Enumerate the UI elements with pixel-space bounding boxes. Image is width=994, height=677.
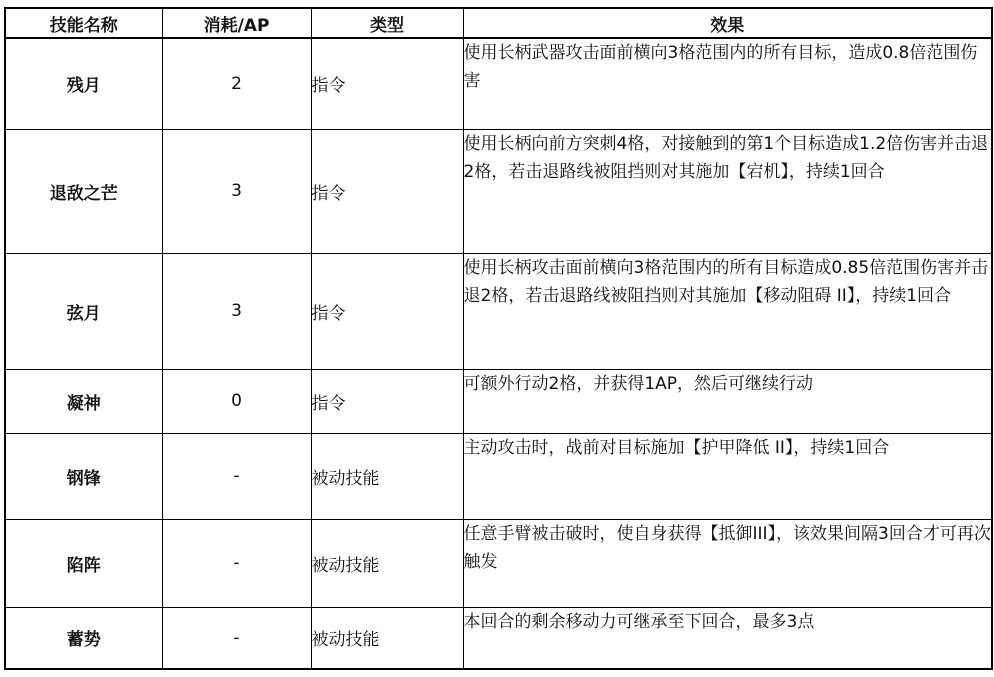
skill-table	[4, 7, 993, 670]
table-row	[5, 519, 992, 607]
skill-type: 被动技能	[311, 433, 463, 519]
skill-name: 退敌之芒	[5, 129, 162, 253]
header-skill-name: 技能名称	[5, 8, 162, 38]
skill-type: 指令	[311, 369, 463, 433]
skill-effect: 使用长柄向前方突刺4格，对接触到的第1个目标造成1.2倍伤害并击退2格，若击退路线被阻挡则对其施加【宕机】，持续1回合	[463, 129, 992, 253]
table-row	[5, 38, 992, 129]
skill-type: 指令	[311, 38, 463, 129]
header-cost: 消耗/AP	[162, 8, 311, 38]
table-row	[5, 607, 992, 669]
skill-effect: 使用长柄武器攻击面前横向3格范围内的所有目标，造成0.8倍范围伤害	[463, 38, 992, 129]
skill-name: 凝神	[5, 369, 162, 433]
header-row	[5, 8, 992, 38]
skill-cost: 2	[162, 38, 311, 129]
table-row	[5, 369, 992, 433]
skill-name: 蓄势	[5, 607, 162, 669]
skill-type: 被动技能	[311, 519, 463, 607]
skill-name: 陷阵	[5, 519, 162, 607]
header-type: 类型	[311, 8, 463, 38]
skill-effect: 主动攻击时，战前对目标施加【护甲降低 II】，持续1回合	[463, 433, 992, 519]
skill-type: 指令	[311, 129, 463, 253]
table-row	[5, 253, 992, 369]
skill-cost: -	[162, 433, 311, 519]
skill-cost: 3	[162, 253, 311, 369]
skill-cost: 0	[162, 369, 311, 433]
skill-name: 残月	[5, 38, 162, 129]
skill-effect: 任意手臂被击破时，使自身获得【抵御III】，该效果间隔3回合才可再次触发	[463, 519, 992, 607]
header-effect: 效果	[463, 8, 992, 38]
table-row	[5, 433, 992, 519]
skill-name: 钢锋	[5, 433, 162, 519]
skill-cost: 3	[162, 129, 311, 253]
skill-effect: 本回合的剩余移动力可继承至下回合，最多3点	[463, 607, 992, 669]
skill-effect: 可额外行动2格，并获得1AP，然后可继续行动	[463, 369, 992, 433]
table-row	[5, 129, 992, 253]
skill-name: 弦月	[5, 253, 162, 369]
skill-cost: -	[162, 607, 311, 669]
skill-type: 被动技能	[311, 607, 463, 669]
skill-type: 指令	[311, 253, 463, 369]
skill-effect: 使用长柄攻击面前横向3格范围内的所有目标造成0.85倍范围伤害并击退2格，若击退路线被阻挡则对其施加【移动阻碍 II】，持续1回合	[463, 253, 992, 369]
skill-cost: -	[162, 519, 311, 607]
